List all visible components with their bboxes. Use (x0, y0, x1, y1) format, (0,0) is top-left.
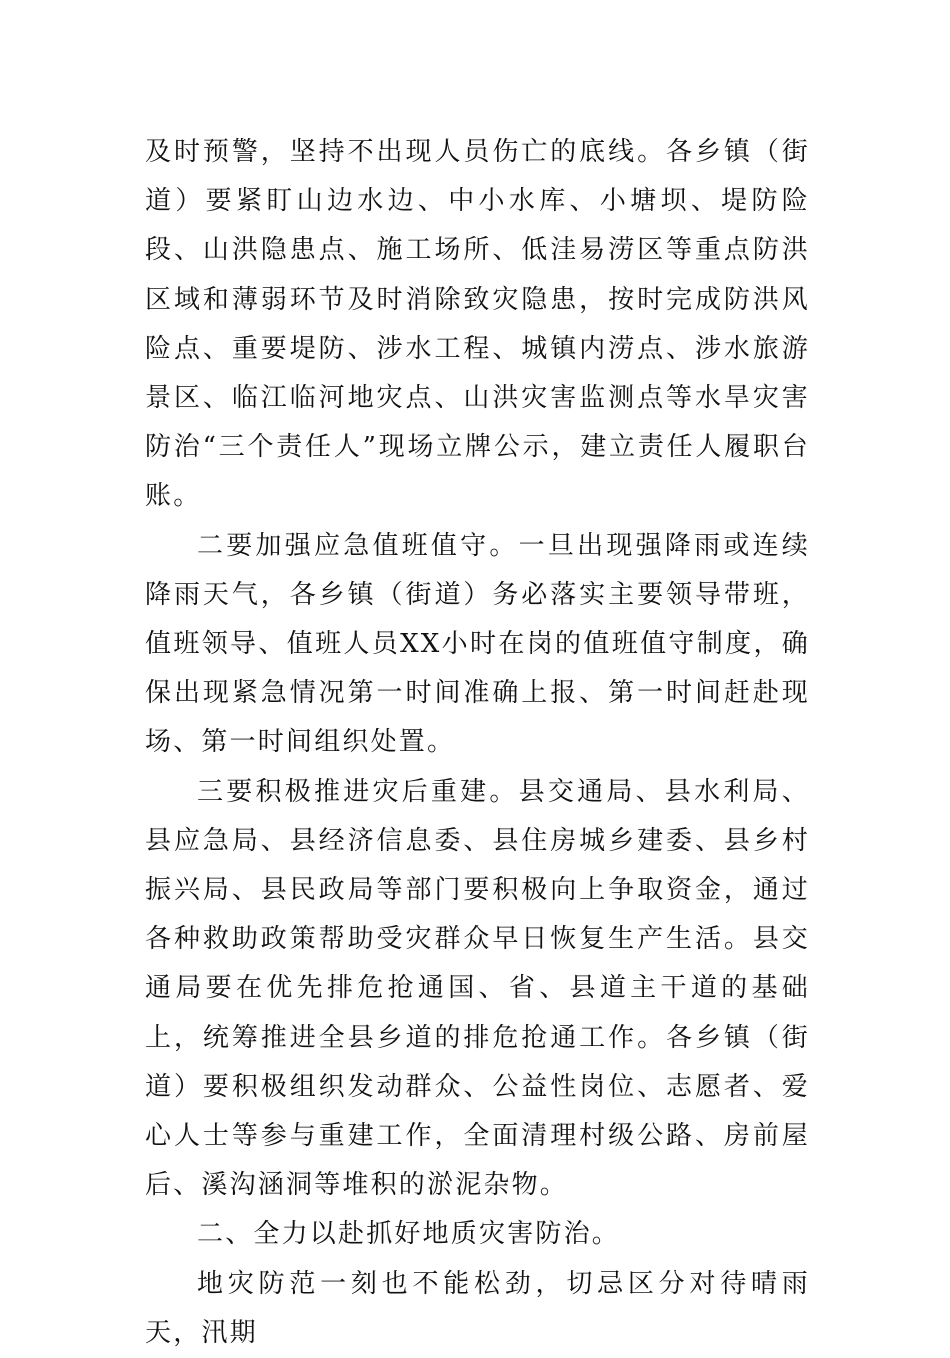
paragraph-geological-prevention: 地灾防范一刻也不能松劲，切忌区分对待晴雨天，汛期 (145, 1268, 810, 1348)
paragraph-duty-watch: 二要加强应急值班值守。一旦出现强降雨或连续降雨天气，各乡镇（街道）务必落实主要领导带班，值班领导、值班人员XX小时在岗的值班值守制度，确保出现紧急情况第一时间准确上报、第一时间赶赴现场、第一时间组织处置。 (145, 530, 810, 758)
document-body (145, 128, 810, 1358)
section-heading-geological-disaster: 二、全力以赴抓好地质灾害防治。 (197, 1219, 621, 1250)
paragraph-continuation: 及时预警，坚持不出现人员伤亡的底线。各乡镇（街道）要紧盯山边水边、中小水库、小塘坝、堤防险段、山洪隐患点、施工场所、低洼易涝区等重点防洪区域和薄弱环节及时消除致灾隐患，按时完成防洪风险点、重要堤防、涉水工程、城镇内涝点、涉水旅游景区、临江临河地灾点、山洪灾害监测点等水旱灾害防治“三个责任人”现场立牌公示，建立责任人履职台账。 (145, 137, 810, 512)
paragraph-reconstruction: 三要积极推进灾后重建。县交通局、县水利局、县应急局、县经济信息委、县住房城乡建委、县乡村振兴局、县民政局等部门要积极向上争取资金，通过各种救助政策帮助受灾群众早日恢复生产生活。县交通局要在优先排危抢通国、省、县道主干道的基础上，统筹推进全县乡道的排危抢通工作。各乡镇（街道）要积极组织发动群众、公益性岗位、志愿者、爱心人士等参与重建工作，全面清理村级公路、房前屋后、溪沟涵洞等堆积的淤泥杂物。 (145, 776, 810, 1201)
